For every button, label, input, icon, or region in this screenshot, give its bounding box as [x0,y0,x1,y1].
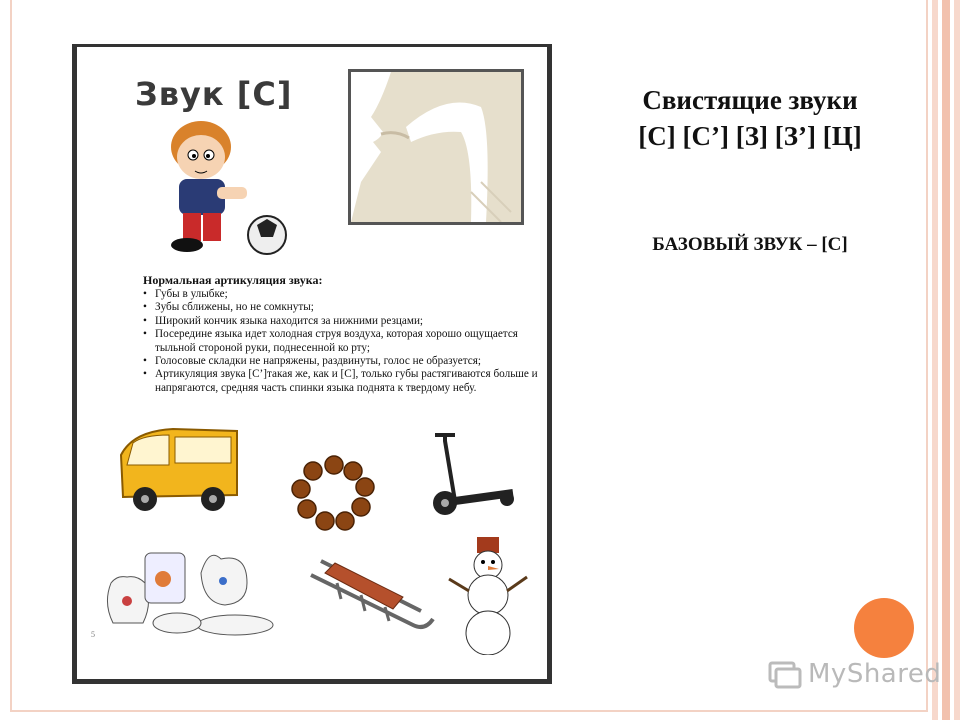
book-page [72,44,552,684]
slide-title [600,82,900,154]
articulation-rules-list [143,288,539,395]
page-number: 5 [91,630,95,639]
base-sound-label: БАЗОВЫЙ ЗВУК – [С] [652,234,848,255]
list-item: • Зубы сближены, но не сомкнуты; [143,301,539,314]
list-item: • Посередине языка идет холодная струя воздуха, которая хорошо ощущается тыльной стороной руки, поднесенной ко рту; [143,328,539,355]
boy-with-ball-icon [157,117,307,257]
list-item: • Голосовые складки не напряжены, раздвинуты, голос не образуется; [143,355,539,368]
decorative-stripes [932,0,960,720]
articulation-heading: Нормальная артикуляция звука: [143,273,323,287]
decorative-circle [854,598,914,658]
list-item: • Широкий кончик языка находится за нижними резцами; [143,315,539,328]
logo-text: MyShared [808,659,942,689]
sled-icon [301,555,441,645]
list-item: • Артикуляция звука [С’]такая же, как и [С], только губы растягиваются больше и напрягаются, средняя часть спинки языка поднята к твердому небу. [143,368,539,395]
bagel-ring-icon [289,455,379,535]
tea-set-icon [97,543,277,643]
bus-icon [113,425,243,515]
myshared-logo-icon [768,659,802,689]
xray-mouth-profile-icon [348,69,524,225]
snowman-icon [443,535,533,655]
slide-title-line1: Свистящие звуки [642,85,858,115]
slide-title-line2: [С] [С’] [З] [З’] [Ц] [638,121,862,151]
myshared-logo[interactable] [768,656,941,692]
scooter-icon [423,431,523,521]
list-item: • Губы в улыбке; [143,288,539,301]
page-title: Звук [С] [135,75,293,113]
